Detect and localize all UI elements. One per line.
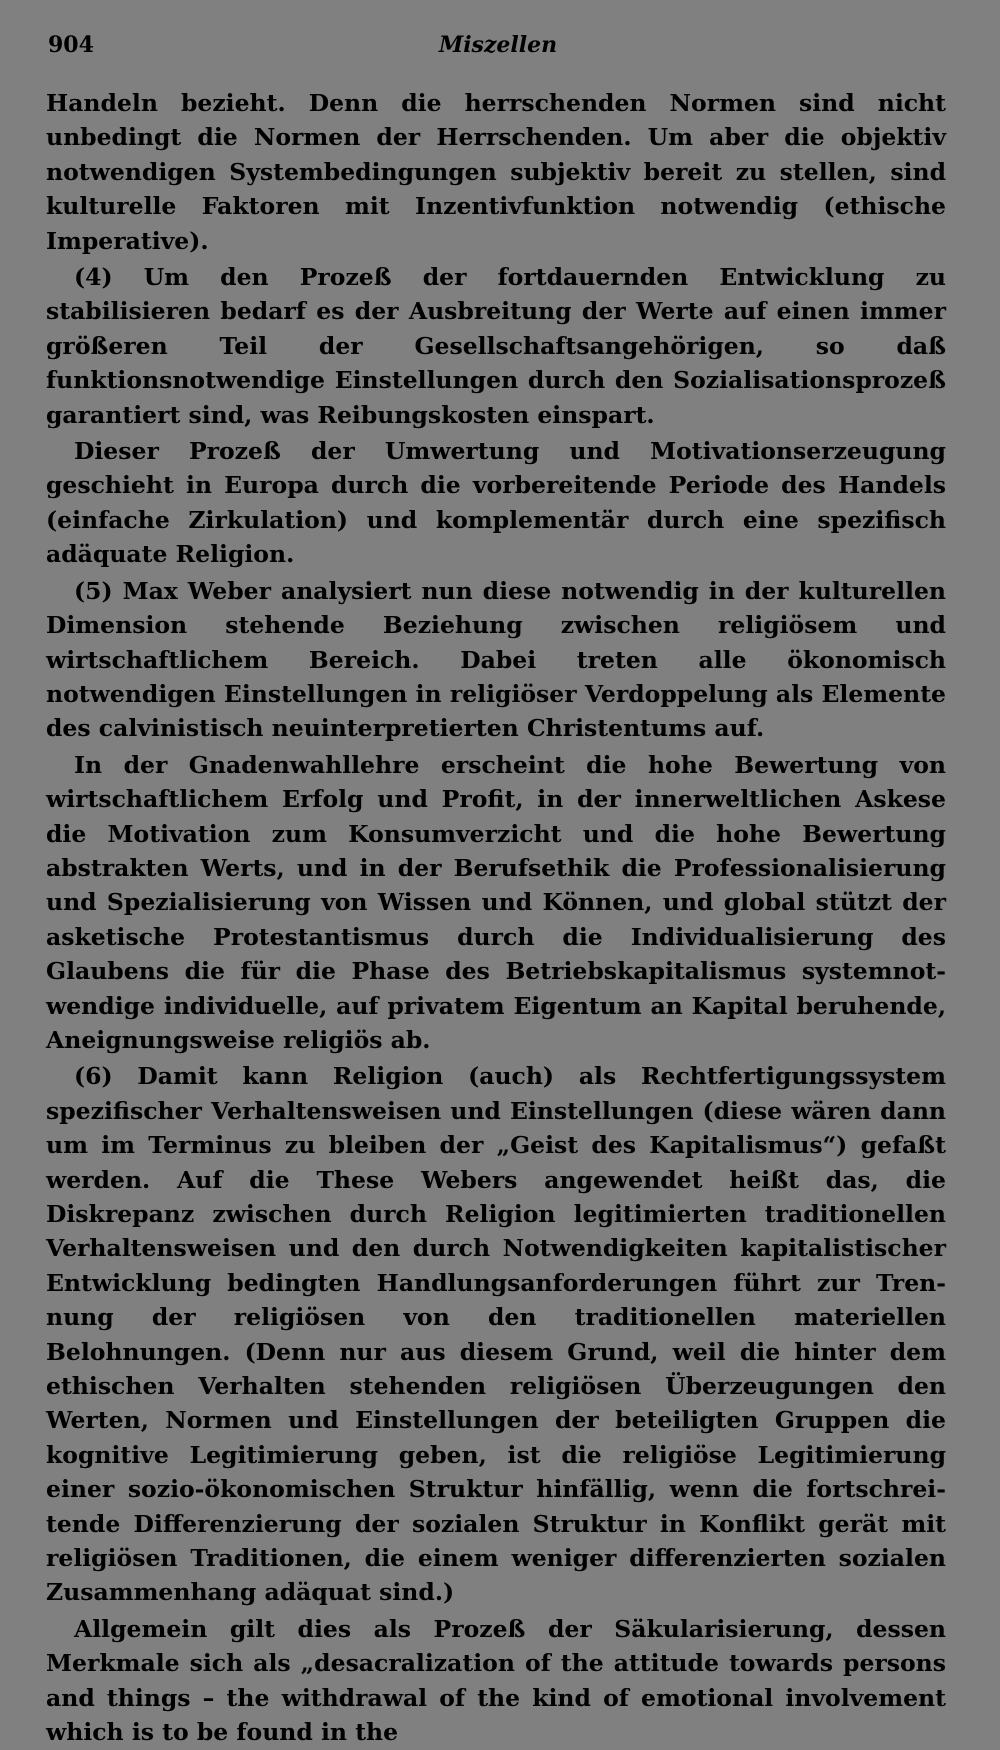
paragraph-point-5: (5) Max Weber analysiert nun diese notwendig in der kulturellen Dimension stehende Beziehung zwischen religiösem und wirtschaftlichem Bereich. Dabei treten alle ökonomisch notwendigen Einstellungen in religiöser Verdoppelung als Elemente des calvinistisch neuinterpretierten Christentums auf. xyxy=(46,576,946,743)
paragraph-point-4: (4) Um den Prozeß der fortdauernden Entwicklung zu stabilisieren bedarf es der Ausbreitung der Werte auf einen immer größeren Teil der Gesellschaftsangehörigen, so daß funktionsnotwendige Einstellungen durch den Sozialisationsprozeß garantiert sind, was Reibungskosten einspart. xyxy=(46,263,946,429)
paragraph-gnadenwahllehre: In der Gnadenwahllehre erscheint die hohe Bewertung von wirtschaftlichem Erfolg und Profit, in der innerweltlichen Askese die Motivation zum Konsumverzicht und die hohe Bewertung abstrakten Werts, und in der Berufsethik die Professionalisierung und Spezialisierung von Wissen und Können, und global stützt der asketische Protestantismus durch die Individualisierung des Glaubens die für die Phase des Betriebskapitalismus systemnotwendige individuelle, auf privatem Eigentum an Kapital beruhende, Aneignungsweise religiös ab. xyxy=(46,750,946,1054)
running-head: Miszellen xyxy=(438,32,558,58)
paragraph-process-europe: Dieser Prozeß der Umwertung und Motivationserzeugung geschieht in Europa durch die vorbereitende Periode des Handels (einfache Zirkulation) und komplementär durch eine spezifisch adäquate Religion. xyxy=(46,437,946,569)
paragraph-continuation: Handeln bezieht. Denn die herrschenden Normen sind nicht unbedingt die Normen der Herrschenden. Um aber die objektiv notwendigen Systembedingungen subjektiv bereit zu stellen, sind kulturelle Faktoren mit Inzentivfunktion notwendig (ethische Imperative). xyxy=(46,89,946,255)
page-header xyxy=(48,32,948,62)
page-number: 904 xyxy=(48,32,94,58)
paragraph-point-6: (6) Damit kann Religion (auch) als Rechtfertigungssystem spezifischer Verhaltensweisen und Einstellungen (diese wären dann um im Terminus zu bleiben der „Geist des Kapitalismus“) gefaßt werden. Auf die These Webers angewendet heißt das, die Diskrepanz zwischen durch Religion legitimierten traditionellen Verhaltensweisen und den durch Notwendigkeiten kapitalistischer Entwicklung bedingten Handlungsanforderungen führt zur Trennung der religiösen von den traditionellen materiellen Belohnungen. (Denn nur aus diesem Grund, weil die hinter dem ethischen Verhalten stehenden religiösen Überzeugungen den Werten, Normen und Einstellungen der beteiligten Gruppen die kognitive Legitimierung geben, ist die religiöse Legitimierung einer sozio-ökonomischen Struktur hinfällig, wenn die fortschreitende Differenzierung der sozialen Struktur in Konflikt gerät mit religiösen Traditionen, die einem weniger differenzierten sozialen Zusammenhang adäquat sind.) xyxy=(46,1062,946,1607)
paragraph-saekularisierung: Allgemein gilt dies als Prozeß der Säkularisierung, dessen Merkmale sich als „desacralization of the attitude towards persons and things – the withdrawal of the kind of emotional involvement which is to be found in the xyxy=(46,1614,946,1747)
body-text xyxy=(46,86,946,1750)
